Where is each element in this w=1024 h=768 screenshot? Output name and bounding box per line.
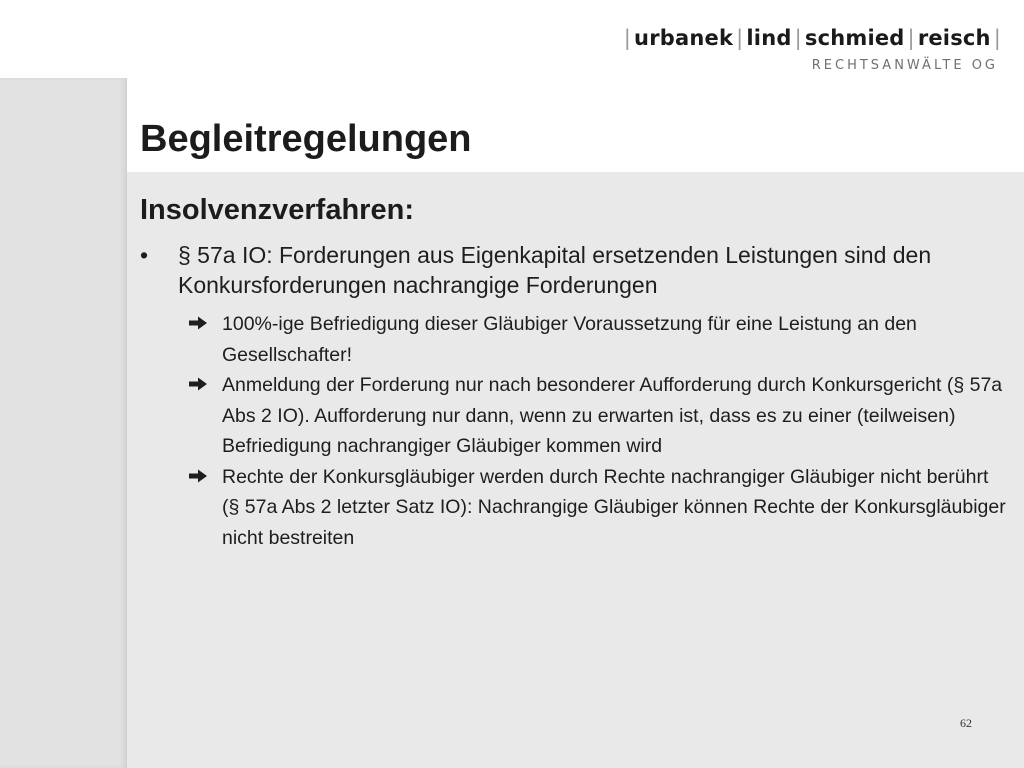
logo-names bbox=[621, 26, 1004, 50]
logo-separator: | bbox=[993, 26, 1001, 50]
sub-point bbox=[188, 370, 1008, 462]
section-subtitle: Insolvenzverfahren: bbox=[140, 194, 414, 226]
logo-name-reisch: reisch bbox=[917, 26, 991, 50]
logo-name-lind: lind bbox=[746, 26, 792, 50]
slide-title: Begleitregelungen bbox=[140, 118, 472, 160]
sub-point-text: 100%-ige Befriedigung dieser Gläubiger Voraussetzung für eine Leistung an den Gesellschafter! bbox=[222, 313, 917, 366]
main-bullet-text: § 57a IO: Forderungen aus Eigenkapital ersetzenden Leistungen sind den Konkursforderungen nachrangige Forderungen bbox=[178, 242, 932, 298]
bullet-marker: • bbox=[140, 242, 149, 268]
right-arrow-icon bbox=[188, 316, 208, 330]
sub-point-text: Rechte der Konkursgläubiger werden durch Rechte nachrangiger Gläubiger nicht berührt (§ 57a Abs 2 letzter Satz IO): Nachrangige Gläubiger können Rechte der Konkursgläubiger nicht bestreiten bbox=[222, 465, 1006, 549]
main-bullet bbox=[140, 240, 1000, 300]
left-decoration-bar bbox=[0, 78, 127, 768]
logo-name-schmied: schmied bbox=[804, 26, 905, 50]
sub-point bbox=[188, 309, 1008, 370]
logo-separator: | bbox=[623, 26, 632, 50]
sub-point-text: Anmeldung der Forderung nur nach besonderer Aufforderung durch Konkursgericht (§ 57a Abs 2 IO). Aufforderung nur dann, wenn zu erwarten ist, dass es zu einer (teilweisen) Befriedigung nachrangiger Gläubiger kommen wird bbox=[222, 374, 1003, 457]
firm-logo bbox=[621, 26, 1004, 73]
page-number: 62 bbox=[960, 716, 972, 730]
right-arrow-icon bbox=[188, 377, 208, 391]
logo-separator: | bbox=[907, 26, 915, 50]
right-arrow-icon bbox=[188, 469, 208, 483]
logo-separator: | bbox=[794, 26, 802, 50]
sub-point-list bbox=[188, 309, 1008, 553]
logo-subtitle: RECHTSANWÄLTE OG bbox=[811, 58, 998, 73]
logo-name-urbanek: urbanek bbox=[634, 26, 734, 50]
logo-separator: | bbox=[736, 26, 744, 50]
sub-point bbox=[188, 462, 1008, 554]
